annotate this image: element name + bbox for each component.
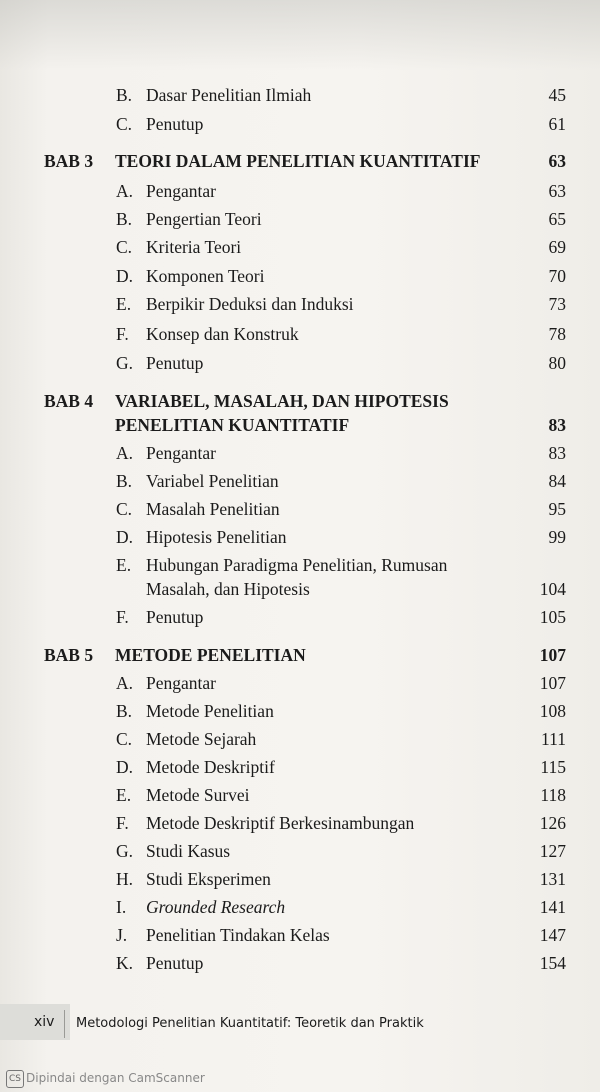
toc-chapter-title: PENELITIAN KUANTITATIF: [115, 415, 350, 435]
toc-section-title: Berpikir Deduksi dan Induksi: [146, 294, 354, 314]
toc-page-number: 69: [548, 237, 566, 257]
toc-section-letter: B.: [116, 471, 133, 491]
toc-page-number: 107: [539, 645, 566, 665]
toc-section-title: Studi Kasus: [146, 841, 231, 861]
toc-section-letter: A.: [116, 181, 134, 201]
toc-page-number: 83: [548, 443, 566, 463]
toc-section-letter: D.: [116, 527, 134, 547]
page-footer: [0, 1004, 600, 1044]
toc-page-number: 45: [548, 85, 566, 105]
toc-chapter-number: BAB 5: [44, 645, 94, 665]
toc-page-number: 105: [539, 607, 566, 627]
toc-section-letter: A.: [116, 443, 134, 463]
toc-section-title: Pengantar: [146, 673, 216, 693]
toc-section-letter: F.: [116, 324, 129, 344]
scanner-watermark: [0, 1068, 600, 1092]
toc-page-number: 70: [548, 266, 566, 286]
toc-page-number: 118: [540, 785, 566, 805]
toc-section-title: Masalah, dan Hipotesis: [146, 579, 310, 599]
toc-section-letter: B.: [116, 209, 133, 229]
toc-page-number: 107: [539, 673, 566, 693]
toc-section-letter: D.: [116, 266, 134, 286]
toc-page-number: 115: [540, 757, 566, 777]
toc-section-letter: E.: [116, 294, 132, 314]
toc-section-title: Kriteria Teori: [146, 237, 242, 257]
toc-page-number: 80: [548, 353, 566, 373]
toc-page-number: 73: [548, 294, 566, 314]
toc-section-title: Variabel Penelitian: [146, 471, 279, 491]
toc-section-title: Komponen Teori: [146, 266, 265, 286]
toc-section-title: Penutup: [146, 607, 204, 627]
toc-chapter-title: METODE PENELITIAN: [115, 645, 306, 665]
toc-section-letter: C.: [116, 729, 133, 749]
toc-section-title: Penutup: [146, 114, 204, 134]
toc-chapter-number: BAB 4: [44, 391, 94, 411]
toc-section-title: Pengantar: [146, 443, 216, 463]
footer-divider: [64, 1010, 65, 1038]
toc-page-number: 127: [539, 841, 566, 861]
toc-section-title: Grounded Research: [146, 897, 286, 917]
toc-page-number: 111: [541, 729, 566, 749]
toc-section-title: Penelitian Tindakan Kelas: [146, 925, 330, 945]
toc-section-letter: C.: [116, 114, 133, 134]
toc-section-letter: G.: [116, 353, 134, 373]
toc-page-number: 108: [539, 701, 566, 721]
toc-section-letter: A.: [116, 673, 134, 693]
toc-page-number: 83: [548, 415, 566, 435]
toc-section-title: Hipotesis Penelitian: [146, 527, 287, 547]
toc-section-title: Metode Sejarah: [146, 729, 257, 749]
toc-page-number: 78: [548, 324, 566, 344]
toc-section-letter: I.: [116, 897, 127, 917]
toc-section-title: Pengertian Teori: [146, 209, 262, 229]
camscanner-logo-icon: CS: [6, 1070, 24, 1088]
toc-section-title: Dasar Penelitian Ilmiah: [146, 85, 312, 105]
toc-section-title: Konsep dan Konstruk: [146, 324, 299, 344]
toc-section-letter: C.: [116, 499, 133, 519]
footer-book-title: Metodologi Penelitian Kuantitatif: Teoretik dan Praktik: [76, 1016, 424, 1031]
toc-section-title: Metode Survei: [146, 785, 250, 805]
toc-section-letter: F.: [116, 813, 129, 833]
toc-section-letter: D.: [116, 757, 134, 777]
toc-section-title: Pengantar: [146, 181, 216, 201]
toc-section-letter: H.: [116, 869, 134, 889]
toc-section-title: Metode Deskriptif Berkesinambungan: [146, 813, 415, 833]
toc-section-title: Penutup: [146, 953, 204, 973]
toc-chapter-number: BAB 3: [44, 151, 94, 171]
toc-section-title: Masalah Penelitian: [146, 499, 280, 519]
toc-section-letter: E.: [116, 785, 132, 805]
toc-page-number: 63: [548, 151, 566, 171]
toc-section-letter: C.: [116, 237, 133, 257]
toc-section-letter: B.: [116, 701, 133, 721]
toc-page-number: 141: [539, 897, 566, 917]
toc-section-letter: G.: [116, 841, 134, 861]
toc-section-letter: B.: [116, 85, 133, 105]
toc-section-title: Hubungan Paradigma Penelitian, Rumusan: [146, 555, 448, 575]
toc-page-number: 154: [539, 953, 566, 973]
toc-section-title: Studi Eksperimen: [146, 869, 271, 889]
toc-section-title: Metode Penelitian: [146, 701, 274, 721]
toc-page-number: 147: [539, 925, 566, 945]
toc-page-number: 84: [548, 471, 566, 491]
toc-page-number: 131: [539, 869, 566, 889]
toc-chapter-title: TEORI DALAM PENELITIAN KUANTITATIF: [115, 151, 481, 171]
toc-page-number: 95: [548, 499, 566, 519]
toc-section-letter: F.: [116, 607, 129, 627]
toc-chapter-title: VARIABEL, MASALAH, DAN HIPOTESIS: [115, 391, 449, 411]
toc-page-number: 99: [548, 527, 566, 547]
footer-page-number: xiv: [34, 1014, 55, 1030]
scanner-text: Dipindai dengan CamScanner: [26, 1071, 205, 1085]
toc-section-title: Penutup: [146, 353, 204, 373]
toc-section-letter: E.: [116, 555, 132, 575]
toc-page-number: 61: [548, 114, 566, 134]
toc-section-letter: K.: [116, 953, 134, 973]
toc-section-title: Metode Deskriptif: [146, 757, 275, 777]
toc-page-number: 126: [539, 813, 566, 833]
toc-page-number: 65: [548, 209, 566, 229]
toc-section-letter: J.: [116, 925, 128, 945]
toc-page-number: 104: [539, 579, 566, 599]
toc-page-number: 63: [548, 181, 566, 201]
